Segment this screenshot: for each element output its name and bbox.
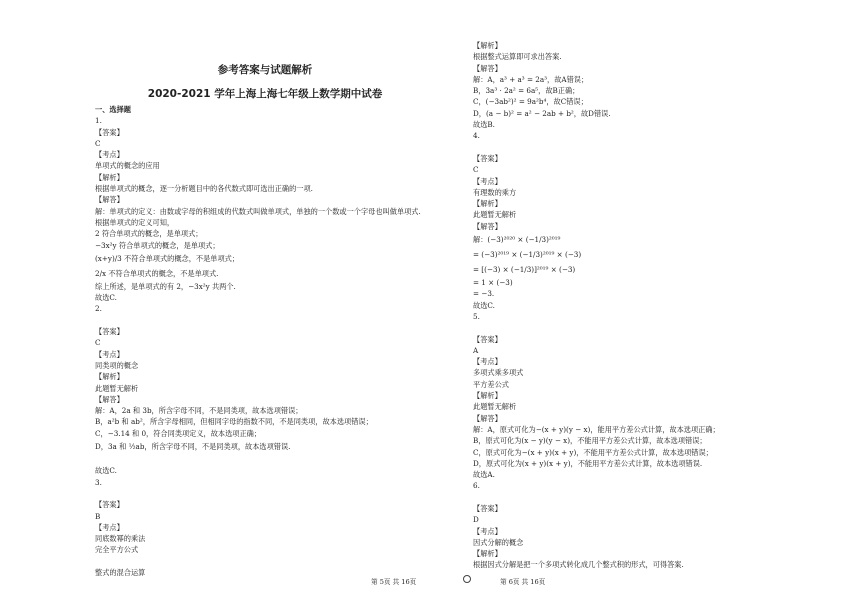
page-center-marker [463, 575, 471, 583]
right-text-line: 多项式乘多项式 [473, 368, 524, 378]
right-text-line: 此题暂无解析 [473, 402, 517, 412]
right-text-line [473, 492, 803, 503]
left-text-line: C [95, 138, 101, 148]
left-text-line: 【解答】 [95, 195, 124, 205]
right-text-line: 【解析】 [473, 41, 502, 50]
right-text-line [473, 322, 803, 333]
right-text-line: 此题暂无解析 [473, 210, 517, 220]
right-text-line: 故选B. [473, 120, 495, 130]
left-text-line: C，−3.14 和 0，符合同类项定义，故本选项正确； [95, 428, 262, 438]
left-text-line: 同类项的概念 [95, 360, 139, 370]
left-text-line: 解：A，2a 和 3b，所含字母不同，不是同类项，故本选项错误； [95, 406, 303, 416]
right-text-line: 【解析】 [473, 549, 502, 559]
right-text-line [473, 142, 803, 153]
left-text-line: 整式的混合运算 [95, 567, 146, 577]
page-number-left: 第 5页 共 16页 [371, 578, 417, 586]
right-text-line: D，(a − b)² = a² − 2ab + b²，故D错误. [473, 108, 611, 118]
right-text-line: = 1 × (−3) [473, 278, 513, 288]
right-text-line: 有理数的乘方 [473, 187, 517, 197]
right-text-line: 【考点】 [473, 176, 502, 186]
right-text-line: 5. [473, 311, 480, 321]
exam-title: 2020-2021 学年上海上海七年级上数学期中试卷 [147, 88, 383, 100]
right-text-line: C [473, 165, 479, 175]
left-text-line [95, 488, 435, 499]
right-text-line: = [(−3) × (−1/3)]²⁰¹⁹ × (−3) [473, 265, 576, 275]
left-text-line: 单项式的概念的应用 [95, 161, 160, 171]
right-text-line: 因式分解的概念 [473, 537, 524, 547]
right-text-line: 解：A，a³ + a³ = 2a³，故A错误； [473, 74, 589, 84]
left-text-line: C [95, 338, 101, 348]
right-text-line: = (−3)²⁰¹⁹ × (−1/3)²⁰¹⁹ × (−3) [473, 250, 582, 260]
right-text-line: 【考点】 [473, 357, 502, 367]
right-text-line: 故选C. [473, 300, 495, 310]
right-text-line: = −3. [473, 289, 495, 299]
left-text-line: D，3a 和 ½ab，所含字母不同，不是同类项，故本选项错误. [95, 442, 291, 452]
left-text-line [95, 454, 435, 465]
left-text-line: 1. [95, 116, 102, 126]
left-text-line: 综上所述，是单项式的有 2，−3x²y 共两个. [95, 281, 236, 291]
left-text-line: 3. [95, 477, 102, 487]
left-text-line: 【解答】 [95, 394, 124, 404]
left-text-line: 故选C. [95, 293, 117, 303]
right-text-line: B，3a³ · 2a² = 6a⁵，故B正确； [473, 86, 580, 96]
left-text-line: 2. [95, 304, 102, 314]
left-text-line: 完全平方公式 [95, 545, 139, 555]
right-text-line: 6. [473, 481, 480, 491]
left-text-line: 故选C. [95, 466, 117, 476]
right-text-line: D，原式可化为(x + y)(x + y)，不能用平方差公式计算，故本选项错误. [473, 458, 703, 468]
left-text-line: 此题暂无解析 [95, 383, 139, 393]
left-text-line: 根据单项式的概念，逐一分析题目中的各代数式即可选出正确的一项. [95, 184, 313, 194]
right-text-line: 4. [473, 131, 480, 141]
left-text-line: 【答案】 [95, 500, 124, 510]
right-text-line: C，原式可化为−(x + y)(x + y)，不能用平方差公式计算，故本选项错误； [473, 447, 713, 457]
left-text-line: 【考点】 [95, 349, 124, 359]
right-text-line: 平方差公式 [473, 379, 509, 389]
left-text-line [95, 556, 435, 567]
left-text-line: 根据单项式的定义可知， [95, 217, 175, 227]
right-content [473, 40, 803, 571]
right-text-line: 【解答】 [473, 63, 502, 73]
left-content [95, 104, 435, 578]
left-text-line: 一、选择题 [95, 105, 131, 114]
right-text-line: 【解析】 [473, 391, 502, 401]
right-text-line: 【解答】 [473, 413, 502, 423]
left-text-line: (x+y)/3 不符合单项式的概念，不是单项式； [95, 253, 240, 263]
left-text-line: 同底数幂的乘法 [95, 534, 146, 544]
left-text-line [95, 315, 435, 326]
right-text-line: C，(−3ab²)² = 9a²b⁴，故C错误； [473, 97, 588, 107]
right-text-line: 【答案】 [473, 153, 502, 163]
right-text-line: 【答案】 [473, 503, 502, 513]
left-text-line: B，a²b 和 ab²，所含字母相同，但相同字母的指数不同，不是同类项，故本选项错误； [95, 417, 373, 427]
page-number-right: 第 6页 共 16页 [500, 578, 546, 586]
left-text-line: 2 符合单项式的概念，是单项式； [95, 229, 203, 239]
left-text-line: B [95, 511, 101, 521]
right-text-line: 根据整式运算即可求出答案. [473, 52, 562, 62]
right-text-line: 根据因式分解是把一个多项式转化成几个整式积的形式，可得答案. [473, 560, 684, 570]
right-text-line: 解：A，原式可化为−(x + y)(y − x)，能用平方差公式计算，故本选项正确； [473, 424, 720, 434]
left-text-line: 【答案】 [95, 327, 124, 337]
right-text-line: 【答案】 [473, 334, 502, 344]
left-text-line: 【考点】 [95, 150, 124, 160]
right-text-line: 【解析】 [473, 199, 502, 209]
left-text-line: 【解析】 [95, 172, 124, 182]
left-text-line: 解：单项式的定义：由数或字母的积组成的代数式叫做单项式，单独的一个数或一个字母也叫做单项式. [95, 206, 421, 216]
left-text-line: −3x²y 符合单项式的概念，是单项式； [95, 240, 220, 250]
left-text-line: 【考点】 [95, 522, 124, 532]
right-text-line: 【解答】 [473, 221, 502, 231]
right-text-line: 【考点】 [473, 526, 502, 536]
left-text-line: 【答案】 [95, 127, 124, 137]
right-text-line: A [473, 345, 479, 355]
page-title: 参考答案与试题解析 [217, 64, 313, 76]
right-text-line: B，原式可化为(x − y)(y − x)，不能用平方差公式计算，故本选项错误； [473, 436, 707, 446]
right-text-line: D [473, 515, 479, 525]
left-text-line: 【解析】 [95, 372, 124, 382]
left-text-line: 2/x 不符合单项式的概念，不是单项式. [95, 268, 219, 278]
right-text-line: 故选A. [473, 470, 495, 480]
right-text-line: 解：(−3)²⁰²⁰ × (−1/3)²⁰¹⁹ [473, 235, 561, 245]
